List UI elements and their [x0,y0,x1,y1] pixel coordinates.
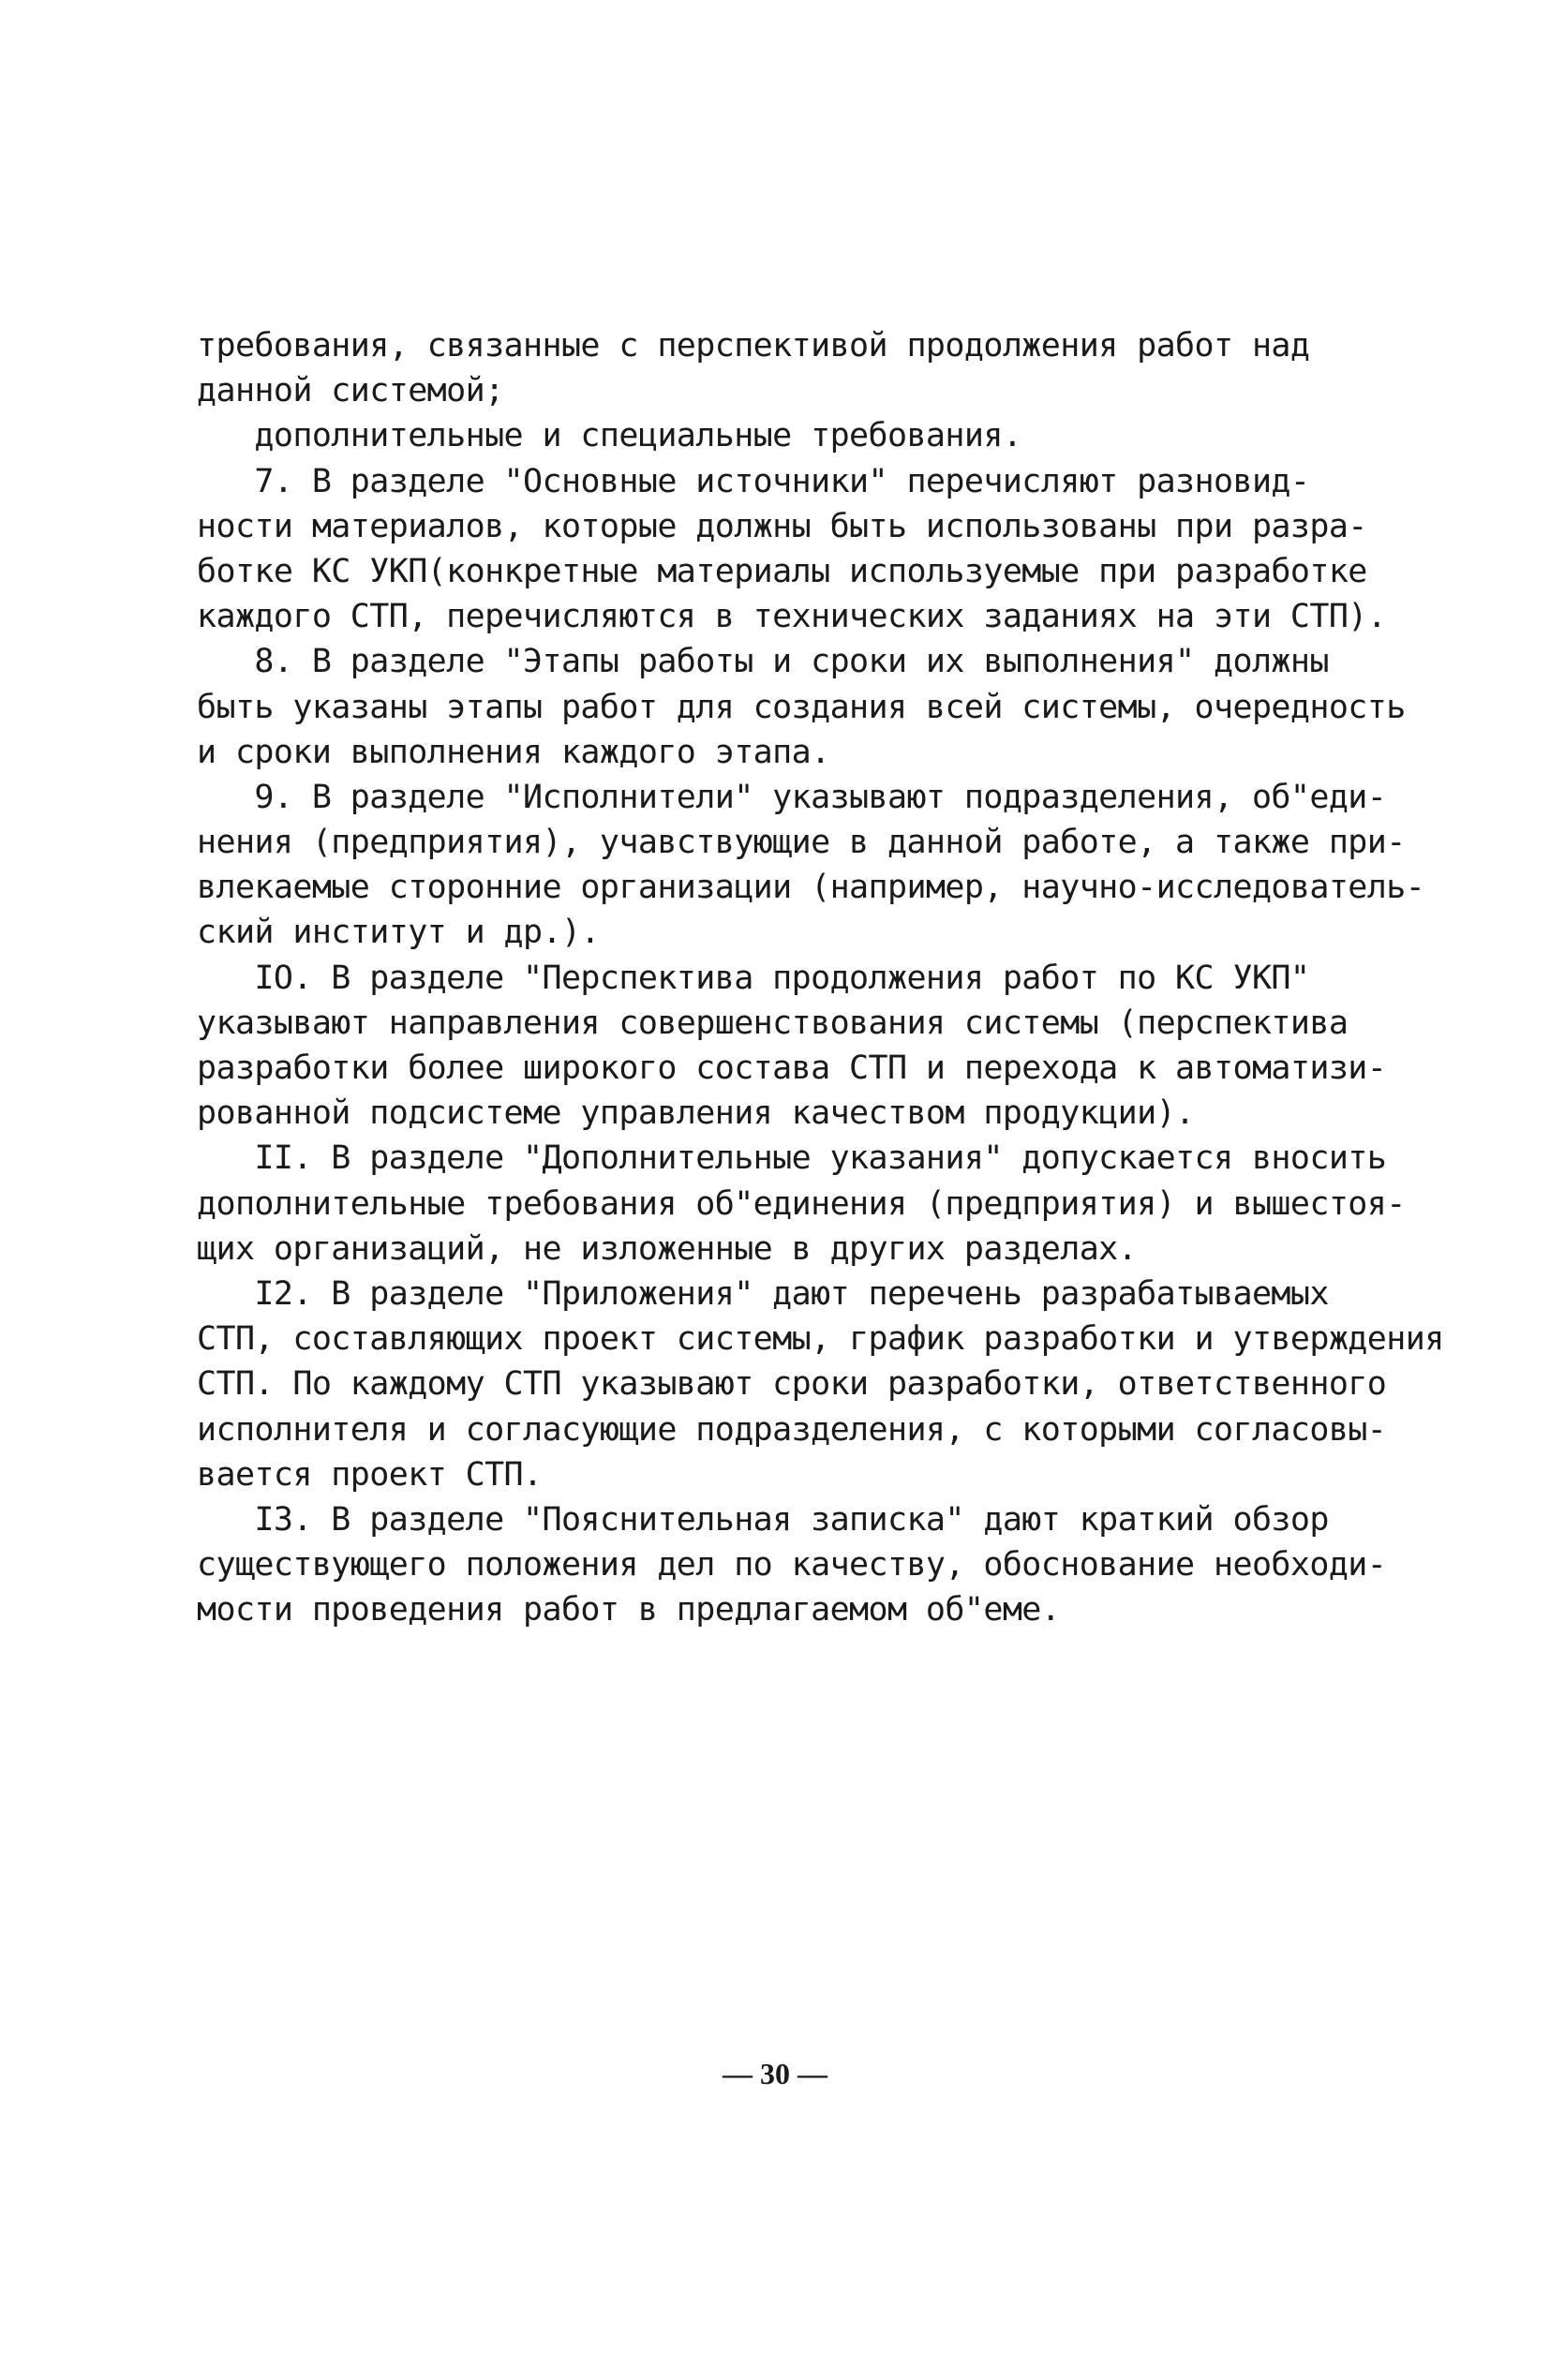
text-line: II. В разделе "Дополнительные указания" допускается вносить [197,1139,1387,1178]
text-line: данной системой; [197,372,504,410]
text-line: исполнителя и согласующие подразделения, с которыми согласовы- [197,1410,1387,1449]
text-line: щих организаций, не изложенные в других разделах. [197,1229,1138,1268]
text-line: разработки более широкого состава СТП и перехода к автоматизи- [197,1049,1387,1087]
text-line: ботке КС УКП(конкретные материалы используемые при разработке [197,552,1367,590]
text-line: указывают направления совершенствования системы (перспектива [197,1004,1349,1042]
text-line: влекаемые сторонние организации (например, научно-исследователь- [197,869,1425,907]
text-line: нения (предприятия), учавствующие в данной работе, а также при- [197,824,1406,862]
text-line: вается проект СТП. [197,1455,543,1494]
text-line: быть указаны этапы работ для создания всей системы, очередность [197,688,1406,726]
text-line: каждого СТП, перечисляются в технических заданиях на эти СТП). [197,598,1387,636]
text-line: ский институт и др.). [197,914,600,952]
text-line: мости проведения работ в предлагаемом об"еме. [197,1591,1061,1629]
text-line: требования, связанные с перспективой продолжения работ над [197,327,1310,364]
text-line: I2. В разделе "Приложения" дают перечень разрабатываемых [197,1274,1329,1313]
text-line: I3. В разделе "Пояснительная записка" дают краткий обзор [197,1500,1329,1539]
text-line: СТП, составляющих проект системы, график разработки и утверждения [197,1320,1444,1359]
text-line: 9. В разделе "Исполнители" указывают подразделения, об"еди- [197,778,1387,816]
page-number: — 30 — [723,2057,827,2090]
body-text [197,323,1444,1632]
text-line: и сроки выполнения каждого этапа. [197,733,830,771]
text-line: рованной подсистеме управления качеством продукции). [197,1094,1195,1133]
text-line: СТП. По каждому СТП указывают сроки разработки, ответственного [197,1365,1387,1404]
text-line: 7. В разделе "Основные источники" перечисляют разновид- [197,462,1310,500]
text-line: IO. В разделе "Перспектива продолжения работ по КС УКП" [197,959,1310,997]
text-line: существующего положения дел по качеству, обоснование необходи- [197,1546,1387,1584]
text-line: ности материалов, которые должны быть использованы при разра- [197,507,1367,545]
text-line: дополнительные требования об"единения (предприятия) и вышестоя- [197,1184,1406,1223]
text-line: дополнительные и специальные требования. [197,417,1022,455]
text-line: 8. В разделе "Этапы работы и сроки их выполнения" должны [197,643,1329,681]
